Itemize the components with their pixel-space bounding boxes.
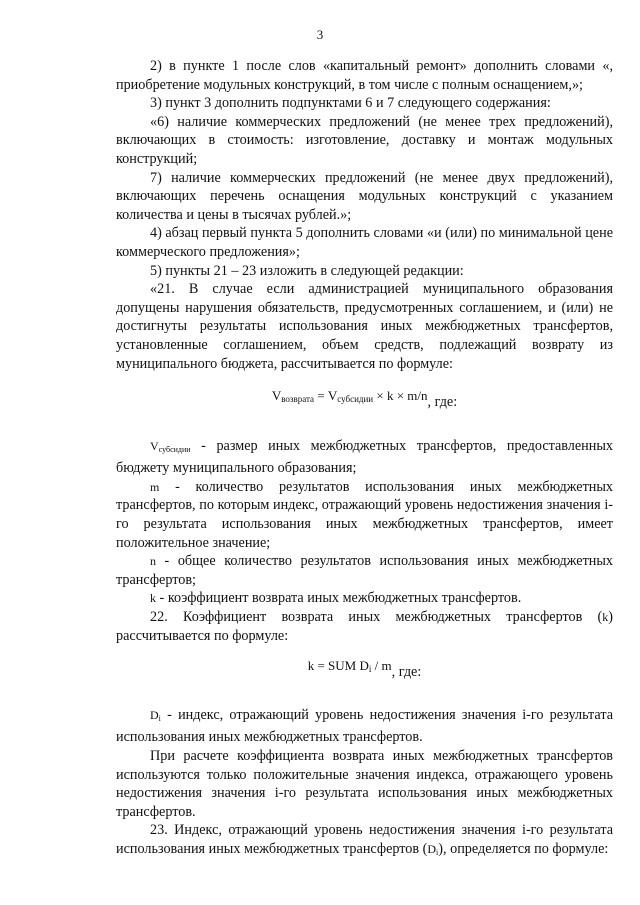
paragraph-item-4: 4) абзац первый пункта 5 дополнить словами «и (или) по минимальной цене коммерческого предложения»; — [116, 225, 613, 260]
symbol-d-sub: i — [158, 713, 161, 723]
paragraph-clause-23 — [116, 821, 613, 862]
paragraph-subitem-7: 7) наличие коммерческих предложений (не менее двух предложений), включающих перечень оснащения модульных конструкций с указанием количества и цены в тысячах рублей.»; — [116, 169, 613, 223]
formula2-tail: , где: — [391, 664, 422, 681]
definition-k — [116, 589, 613, 608]
symbol-v-sub: субсидии — [158, 444, 191, 454]
definition-k-text: - коэффициент возврата иных межбюджетных трансфертов. — [156, 590, 522, 607]
formula2-body: k = SUM D — [307, 658, 369, 674]
symbol-m: m — [150, 479, 160, 494]
paragraph-calc-note: При расчете коэффициента возврата иных межбюджетных трансфертов используются только положительные значения индекса, отражающего уровень недостижения значения i-го результата использования иных межбюджетных трансфертов. — [116, 748, 613, 820]
formula-return-volume — [116, 387, 613, 412]
document-body — [116, 57, 613, 863]
formula-v: V — [271, 388, 282, 404]
formula2-rest: / m — [371, 658, 392, 674]
clause-23-symbol: D — [427, 841, 437, 856]
definition-v-subsidy — [116, 437, 613, 478]
formula2-sub: i — [368, 664, 372, 675]
formula-return-coefficient — [116, 657, 613, 682]
formula-tail: , где: — [427, 394, 458, 411]
clause-23-after: ), определяется по формуле: — [438, 840, 609, 857]
clause-22-before: 22. Коэффициент возврата иных межбюджетных трансфертов ( — [150, 609, 603, 626]
paragraph-item-2: 2) в пункте 1 после слов «капитальный ремонт» дополнить словами «, приобретение модульных конструкций, в том числе с полным оснащением,»; — [116, 58, 613, 93]
clause-23-sub: i — [436, 847, 439, 857]
paragraph-clause-22 — [116, 608, 613, 645]
paragraph-clause-21: «21. В случае если администрацией муниципального образования допущены нарушения обязательств, предусмотренных соглашением, и (или) не достигнуты результаты использования иных межбюджетных трансфертов, установленные соглашением, объем средств, подлежащий возврату из муниципального бюджета, рассчитывается по формуле: — [116, 281, 613, 372]
symbol-n: n — [150, 554, 156, 569]
symbol-k: k — [150, 591, 156, 606]
paragraph-subitem-6: «6) наличие коммерческих предложений (не менее трех предложений), включающих в стоимость: изготовление, доставку и монтаж модульных конструкций; — [116, 113, 613, 167]
page-number: 3 — [316, 27, 324, 42]
definition-m-text: - количество результатов использования иных межбюджетных трансфертов, по которым индекс, отражающий уровень недостижения значения i-го результата использования иных межбюджетных трансфертов, имеет положительное значение; — [116, 478, 613, 551]
definition-n-text: - общее количество результатов использования иных межбюджетных трансфертов; — [116, 553, 613, 588]
symbol-v: V — [150, 438, 159, 453]
clause-23-before: 23. Индекс, отражающий уровень недостижения значения i-го результата использования иных межбюджетных трансфертов ( — [116, 822, 613, 857]
formula-eq: = V — [314, 388, 338, 404]
clause-22-after: ) рассчитывается по формуле: — [116, 609, 613, 644]
definition-n — [116, 552, 613, 589]
paragraph-item-5: 5) пункты 21 – 23 изложить в следующей редакции: — [150, 262, 464, 279]
definition-v-text: - размер иных межбюджетных трансфертов, предоставленных бюджету муниципального образования; — [116, 437, 613, 477]
definition-di — [116, 706, 613, 747]
paragraph-item-3: 3) пункт 3 дополнить подпунктами 6 и 7 следующего содержания: — [150, 95, 551, 112]
definition-m — [116, 478, 613, 552]
definition-di-text: - индекс, отражающий уровень недостижения значения i-го результата использования иных межбюджетных трансфертов. — [116, 706, 613, 746]
clause-22-symbol: k — [602, 610, 609, 625]
formula-rest: × k × m/n — [373, 388, 428, 404]
symbol-d: D — [150, 707, 159, 722]
formula-sub-return: возврата — [281, 394, 315, 405]
formula-sub-subsidy: субсидии — [337, 394, 374, 405]
